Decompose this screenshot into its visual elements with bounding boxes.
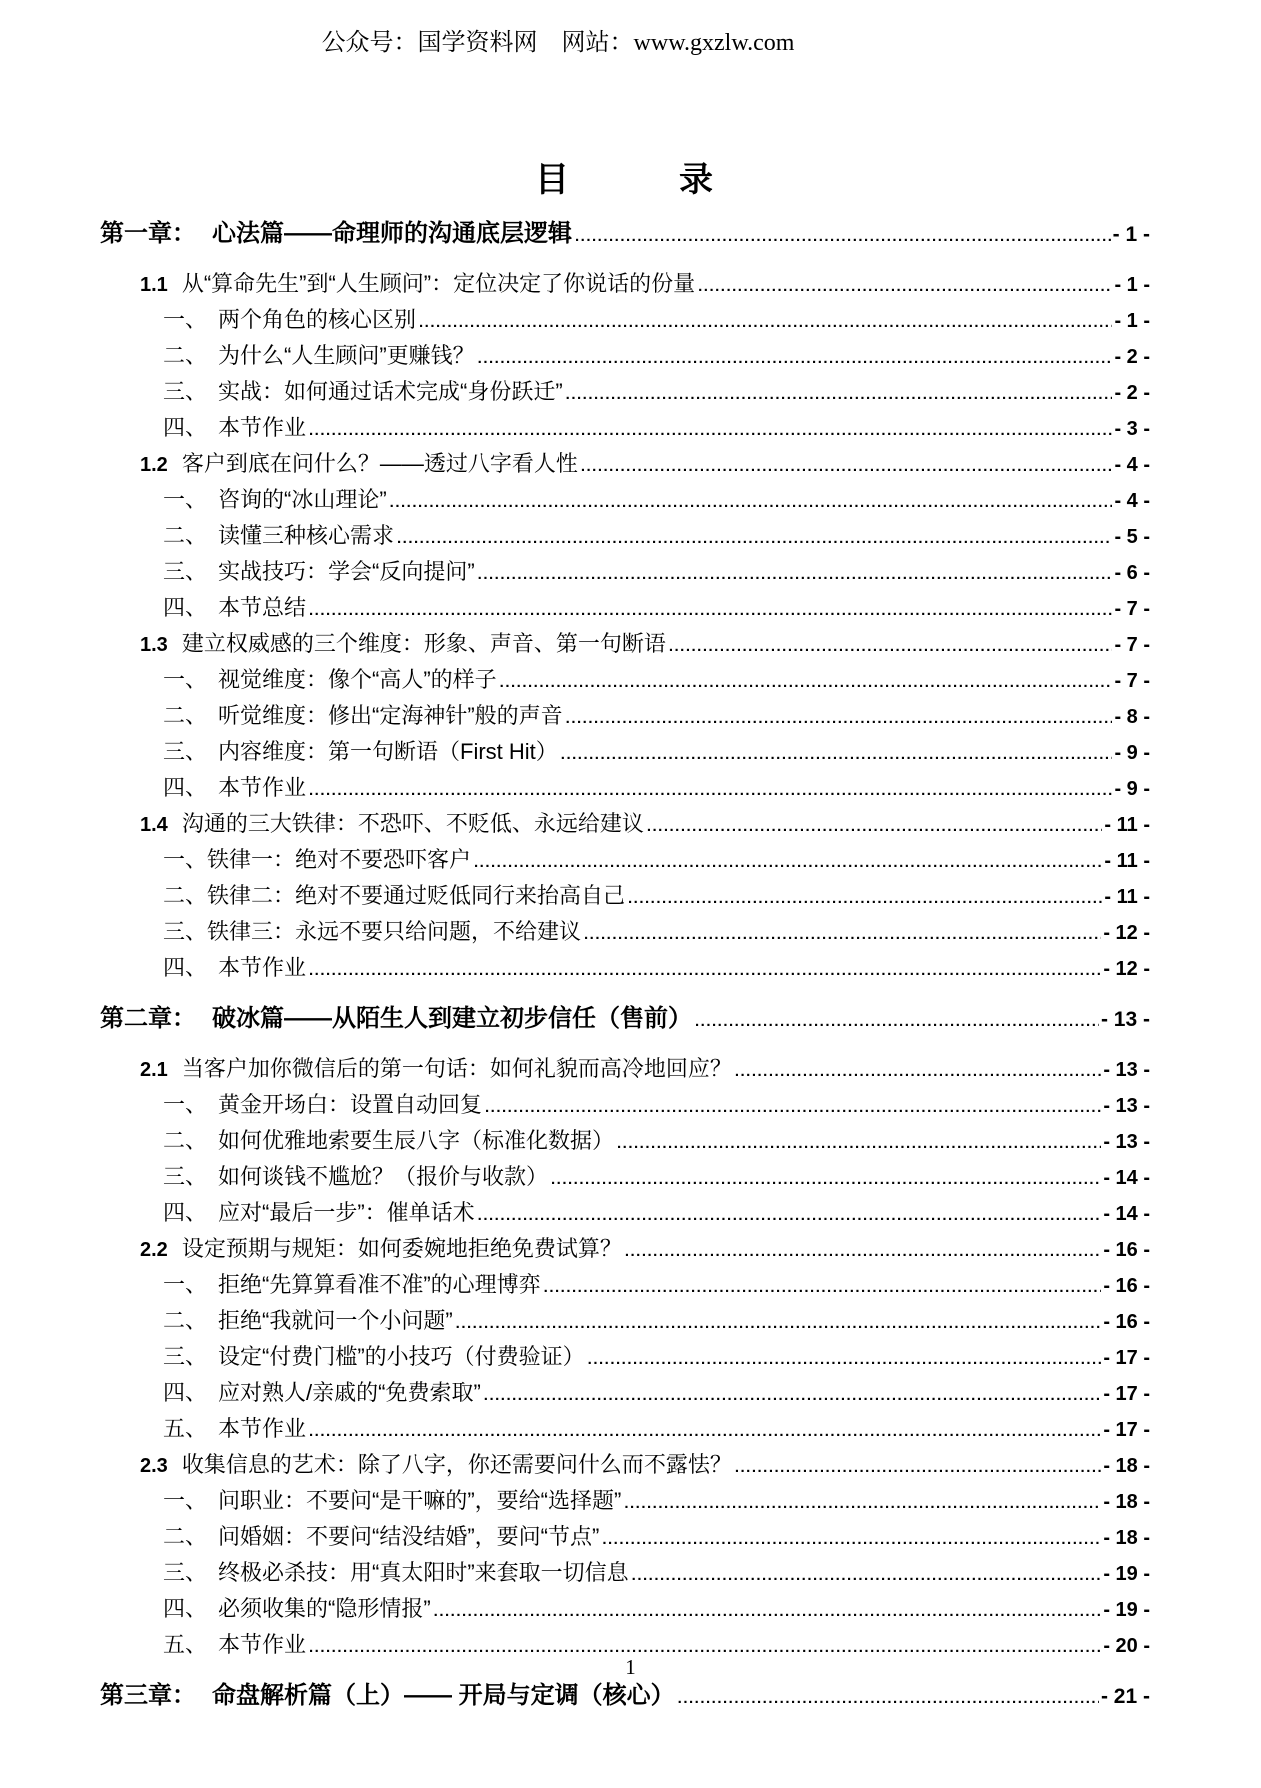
toc-section-row[interactable] — [100, 1052, 1150, 1088]
dot-leader — [678, 1678, 1099, 1717]
dot-leader — [566, 699, 1113, 735]
toc-entry-title: 三、 终极必杀技：用“真太阳时”来套取一切信息 — [163, 1560, 629, 1585]
toc-entry-title: 四、 本节作业 — [163, 955, 307, 980]
toc-entry-page-number: - 11 - — [1104, 886, 1150, 908]
dot-leader — [484, 1376, 1102, 1412]
footer-page-number: 1 — [625, 1655, 636, 1679]
toc-entry-page-number: - 14 - — [1103, 1167, 1150, 1189]
toc-entry-page-number: - 19 - — [1103, 1599, 1150, 1621]
dot-leader — [628, 879, 1102, 915]
toc-entry-title: 一、 拒绝“先算算看准不准”的心理博弈 — [163, 1272, 541, 1297]
toc-entry-page-number: - 21 - — [1100, 1685, 1150, 1708]
toc-entry-page-number: - 16 - — [1103, 1311, 1150, 1333]
dot-leader — [434, 1592, 1102, 1628]
toc-entry-title: 四、 本节总结 — [163, 595, 307, 620]
toc-entry-number: 2.1 — [140, 1059, 168, 1081]
dot-leader — [698, 267, 1112, 303]
toc-item-row[interactable] — [100, 735, 1150, 771]
toc-entry-title: 设定预期与规矩：如何委婉地拒绝免费试算？ — [181, 1236, 622, 1261]
dot-leader — [309, 591, 1112, 627]
dot-leader — [478, 555, 1113, 591]
dot-leader — [575, 216, 1111, 255]
dot-leader — [624, 1484, 1101, 1520]
toc-entry-title: 二、 读懂三种核心需求 — [163, 523, 395, 548]
toc-entry-number: 第一章： — [100, 220, 196, 247]
toc-item-row[interactable] — [100, 771, 1150, 807]
toc-entry-page-number: - 13 - — [1100, 1008, 1150, 1031]
toc-item-row[interactable] — [100, 1520, 1150, 1556]
toc-entry-title: 三、 实战技巧：学会“反向提问” — [163, 559, 475, 584]
dot-leader — [397, 519, 1112, 555]
toc-item-row[interactable] — [100, 915, 1150, 951]
toc-entry-page-number: - 4 - — [1114, 490, 1150, 512]
toc-entry-page-number: - 19 - — [1103, 1563, 1150, 1585]
dot-leader — [617, 1124, 1101, 1160]
toc-item-row[interactable] — [100, 1556, 1150, 1592]
toc-entry-title: 四、 本节作业 — [163, 415, 307, 440]
toc-entry-number: 第二章： — [100, 1005, 196, 1032]
toc-entry-title: 三、 设定“付费门槛”的小技巧（付费验证） — [163, 1344, 585, 1369]
dot-leader — [544, 1268, 1102, 1304]
toc-item-row[interactable] — [100, 1592, 1150, 1628]
toc-entry-title: 二、 如何优雅地索要生辰八字（标准化数据） — [163, 1128, 615, 1153]
toc-entry-number: 第三章： — [100, 1682, 196, 1709]
toc-section-row[interactable] — [100, 447, 1150, 483]
toc-entry-title: 四、 应对“最后一步”：催单话术 — [163, 1200, 475, 1225]
page-title: 目 录 — [535, 161, 715, 199]
toc-section-row[interactable] — [100, 1232, 1150, 1268]
toc-entry-page-number: - 17 - — [1103, 1347, 1150, 1369]
dot-leader — [419, 303, 1112, 339]
toc-entry-title: 四、 应对熟人/亲戚的“免费索取” — [163, 1380, 481, 1405]
toc-entry-title: 收集信息的艺术：除了八字，你还需要问什么而不露怯？ — [181, 1452, 732, 1477]
toc-item-row[interactable] — [100, 1268, 1150, 1304]
toc-entry-title: 一、 问职业：不要问“是干嘛的”，要给“选择题” — [163, 1488, 622, 1513]
toc-entry-title: 沟通的三大铁律：不恐吓、不贬低、永远给建议 — [181, 811, 644, 836]
toc-section-row[interactable] — [100, 1448, 1150, 1484]
toc-entry-title: 二、 为什么“人生顾问”更赚钱？ — [163, 343, 475, 368]
toc-entry-title: 二、 听觉维度：修出“定海神针”般的声音 — [163, 703, 563, 728]
toc-entry-page-number: - 8 - — [1114, 706, 1150, 728]
toc-entry-page-number: - 14 - — [1103, 1203, 1150, 1225]
toc-entry-page-number: - 20 - — [1103, 1635, 1150, 1657]
toc-item-row[interactable] — [100, 699, 1150, 735]
toc-entry-title: 一、 两个角色的核心区别 — [163, 307, 417, 332]
toc-item-row[interactable] — [100, 339, 1150, 375]
toc-entry-title: 二、铁律二：绝对不要通过贬低同行来抬高自己 — [163, 883, 626, 908]
toc-entry-title: 五、 本节作业 — [163, 1632, 307, 1657]
toc-item-row[interactable] — [100, 879, 1150, 915]
toc-entry-page-number: - 11 - — [1104, 850, 1150, 872]
toc-entry-title: 从“算命先生”到“人生顾问”：定位决定了你说话的份量 — [181, 271, 696, 296]
toc-item-row[interactable] — [100, 1412, 1150, 1448]
dot-leader — [485, 1088, 1101, 1124]
document-content — [100, 158, 1150, 1717]
dot-leader — [500, 663, 1113, 699]
toc-entry-page-number: - 16 - — [1103, 1239, 1150, 1261]
toc-entry-number: 2.2 — [140, 1239, 168, 1261]
toc-chapter-row[interactable] — [100, 1001, 1150, 1040]
toc-entry-title: 三、 实战：如何通过话术完成“身份跃迁” — [163, 379, 563, 404]
dot-leader — [478, 1196, 1102, 1232]
dot-leader — [735, 1052, 1101, 1088]
toc-item-row[interactable] — [100, 1484, 1150, 1520]
toc-entry-page-number: - 13 - — [1103, 1131, 1150, 1153]
dot-leader — [625, 1232, 1101, 1268]
toc-entry-title: 一、铁律一：绝对不要恐吓客户 — [163, 847, 472, 872]
dot-leader — [602, 1520, 1101, 1556]
toc-entry-page-number: - 7 - — [1114, 634, 1150, 656]
toc-item-row[interactable] — [100, 951, 1150, 987]
toc-item-row[interactable] — [100, 303, 1150, 339]
dot-leader — [561, 735, 1113, 771]
dot-leader — [309, 951, 1101, 987]
dot-leader — [584, 915, 1101, 951]
toc-entry-title: 四、 本节作业 — [163, 775, 307, 800]
toc-entry-page-number: - 12 - — [1103, 922, 1150, 944]
toc-entry-title: 三、 内容维度：第一句断语（First Hit） — [163, 739, 558, 764]
toc-entry-title: 建立权威感的三个维度：形象、声音、第一句断语 — [181, 631, 666, 656]
toc-entry-title: 三、 如何谈钱不尴尬？（报价与收款） — [163, 1164, 549, 1189]
dot-leader — [474, 843, 1102, 879]
toc-entry-page-number: - 2 - — [1114, 346, 1150, 368]
dot-leader — [390, 483, 1113, 519]
toc-entry-page-number: - 17 - — [1103, 1419, 1150, 1441]
toc-entry-page-number: - 1 - — [1114, 310, 1150, 332]
toc-item-row[interactable] — [100, 843, 1150, 879]
toc-entry-page-number: - 1 - — [1112, 223, 1150, 246]
toc-section-row[interactable] — [100, 807, 1150, 843]
toc-entry-page-number: - 13 - — [1103, 1095, 1150, 1117]
dot-leader — [735, 1448, 1101, 1484]
toc-chapter-row[interactable] — [100, 1678, 1150, 1717]
toc-entry-title: 五、 本节作业 — [163, 1416, 307, 1441]
toc-entry-number: 1.1 — [140, 274, 168, 296]
toc-entry-title: 三、铁律三：永远不要只给问题，不给建议 — [163, 919, 582, 944]
toc-entry-title: 二、 问婚姻：不要问“结没结婚”，要问“节点” — [163, 1524, 600, 1549]
toc-item-row[interactable] — [100, 1124, 1150, 1160]
dot-leader — [456, 1304, 1102, 1340]
dot-leader — [647, 807, 1103, 843]
dot-leader — [695, 1001, 1099, 1040]
toc-entry-page-number: - 2 - — [1114, 382, 1150, 404]
toc-entry-title: 当客户加你微信后的第一句话：如何礼貌而高冷地回应？ — [181, 1056, 732, 1081]
toc-entry-page-number: - 12 - — [1103, 958, 1150, 980]
toc-entry-title: 一、 视觉维度：像个“高人”的样子 — [163, 667, 497, 692]
toc-section-row[interactable] — [100, 267, 1150, 303]
toc-entry-title: 客户到底在问什么？——透过八字看人性 — [181, 451, 578, 476]
toc-item-row[interactable] — [100, 483, 1150, 519]
toc-entry-page-number: - 9 - — [1114, 778, 1150, 800]
toc-item-row[interactable] — [100, 411, 1150, 447]
toc-entry-title: 一、 黄金开场白：设置自动回复 — [163, 1092, 483, 1117]
dot-leader — [309, 771, 1112, 807]
dot-leader — [309, 1412, 1101, 1448]
toc-entry-page-number: - 3 - — [1114, 418, 1150, 440]
dot-leader — [478, 339, 1113, 375]
toc-item-row[interactable] — [100, 1340, 1150, 1376]
toc-item-row[interactable] — [100, 555, 1150, 591]
toc-entry-title: 心法篇——命理师的沟通底层逻辑 — [212, 220, 572, 247]
toc-section-row[interactable] — [100, 627, 1150, 663]
dot-leader — [669, 627, 1113, 663]
toc-entry-page-number: - 4 - — [1114, 454, 1150, 476]
toc-item-row[interactable] — [100, 1196, 1150, 1232]
dot-leader — [309, 411, 1112, 447]
toc-entry-page-number: - 1 - — [1114, 274, 1150, 296]
dot-leader — [551, 1160, 1101, 1196]
toc-item-row[interactable] — [100, 591, 1150, 627]
toc-entry-page-number: - 11 - — [1104, 814, 1150, 836]
toc-entry-page-number: - 18 - — [1103, 1527, 1150, 1549]
toc-entry-page-number: - 7 - — [1114, 670, 1150, 692]
toc-entry-title: 一、 咨询的“冰山理论” — [163, 487, 387, 512]
dot-leader — [566, 375, 1113, 411]
toc-item-row[interactable] — [100, 663, 1150, 699]
toc-item-row[interactable] — [100, 1304, 1150, 1340]
toc-entry-page-number: - 17 - — [1103, 1383, 1150, 1405]
dot-leader — [581, 447, 1113, 483]
toc-entry-title: 四、 必须收集的“隐形情报” — [163, 1596, 431, 1621]
toc-entry-page-number: - 7 - — [1114, 598, 1150, 620]
toc-item-row[interactable] — [100, 375, 1150, 411]
dot-leader — [588, 1340, 1102, 1376]
toc-entry-page-number: - 18 - — [1103, 1455, 1150, 1477]
dot-leader — [632, 1556, 1102, 1592]
toc-entry-title: 二、 拒绝“我就问一个小问题” — [163, 1308, 453, 1333]
toc-entry-page-number: - 16 - — [1103, 1275, 1150, 1297]
toc-item-row[interactable] — [100, 1088, 1150, 1124]
toc-entry-number: 1.2 — [140, 454, 168, 476]
toc-item-row[interactable] — [100, 1376, 1150, 1412]
table-of-contents — [100, 216, 1150, 1717]
toc-entry-page-number: - 6 - — [1114, 562, 1150, 584]
toc-item-row[interactable] — [100, 519, 1150, 555]
toc-entry-number: 1.3 — [140, 634, 168, 656]
toc-entry-number: 1.4 — [140, 814, 168, 836]
toc-entry-title: 命盘解析篇（上）—— 开局与定调（核心） — [212, 1682, 675, 1709]
toc-chapter-row[interactable] — [100, 216, 1150, 255]
toc-entry-page-number: - 13 - — [1103, 1059, 1150, 1081]
toc-entry-page-number: - 18 - — [1103, 1491, 1150, 1513]
toc-entry-number: 2.3 — [140, 1455, 168, 1477]
toc-entry-page-number: - 5 - — [1114, 526, 1150, 548]
toc-entry-title: 破冰篇——从陌生人到建立初步信任（售前） — [212, 1005, 692, 1032]
page-header-text: 公众号：国学资料网 网站：www.gxzlw.com — [321, 30, 795, 56]
toc-item-row[interactable] — [100, 1160, 1150, 1196]
toc-entry-page-number: - 9 - — [1114, 742, 1150, 764]
